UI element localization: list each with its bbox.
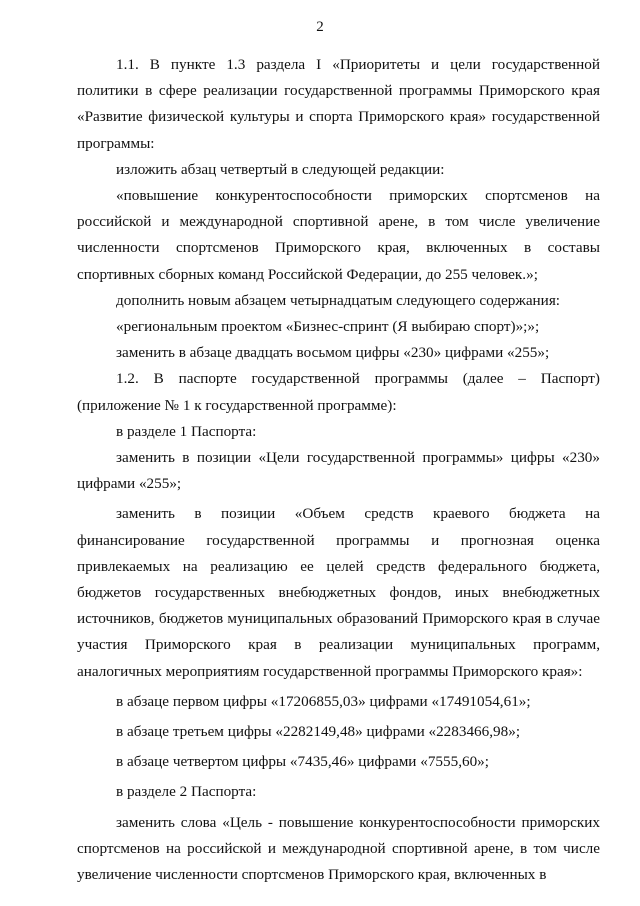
paragraph-regional-project: «региональным проектом «Бизнес-спринт (Я выбираю спорт)»;»; bbox=[116, 318, 540, 336]
paragraph-replace-budget-volume: заменить в позиции «Объем средств краевого бюджета на финансирование государственной программы и прогнозная оценка привлекаемых на реализацию ее целей средств федерального бюджета, бюджетов государственных внебюджетных фондов, иных внебюджетных источников, бюджетов муниципальных образований Приморского края в случае участия Приморского края в реализации муниципальных программ, аналогичных мероприятиям государственной программы Приморского края»: bbox=[77, 505, 600, 680]
paragraph-clause-1-2: 1.2. В паспорте государственной программы (далее – Паспорт) (приложение № 1 к государственной программе): bbox=[77, 370, 600, 414]
page-number: 2 bbox=[316, 19, 324, 35]
paragraph-section-2-passport: в разделе 2 Паспорта: bbox=[116, 783, 257, 801]
document-body bbox=[77, 52, 600, 888]
paragraph-fourth-figures: в абзаце четвертом цифры «7435,46» цифрами «7555,60»; bbox=[116, 753, 489, 771]
paragraph-clause-1-1: 1.1. В пункте 1.3 раздела I «Приоритеты и цели государственной политики в сфере реализации государственной программы Приморского края «Развитие физической культуры и спорта Приморского края» государственной программы: bbox=[77, 56, 600, 152]
paragraph-replace-goal-words: заменить слова «Цель - повышение конкурентоспособности приморских спортсменов на российской и международной спортивной арене, в том числе увеличение численности спортсменов Приморского края, включенных в bbox=[77, 813, 600, 884]
paragraph-replace-goals: заменить в позиции «Цели государственной программы» цифры «230» цифрами «255»; bbox=[77, 449, 600, 493]
paragraph-third-figures: в абзаце третьем цифры «2282149,48» цифрами «2283466,98»; bbox=[116, 723, 521, 741]
paragraph-quoted-goal: «повышение конкурентоспособности приморских спортсменов на российской и международной спортивной арене, в том числе увеличение численности спортсменов Приморского края, включенных в составы спортивных сборных команд Российской Федерации, до 255 человек.»; bbox=[77, 187, 600, 283]
paragraph-first-figures: в абзаце первом цифры «17206855,03» цифрами «17491054,61»; bbox=[116, 692, 531, 710]
paragraph-replace-twenty-eighth: заменить в абзаце двадцать восьмом цифры «230» цифрами «255»; bbox=[116, 344, 550, 362]
paragraph-add-fourteenth: дополнить новым абзацем четырнадцатым следующего содержания: bbox=[116, 291, 561, 309]
paragraph-instruction-paragraph-four: изложить абзац четвертый в следующей редакции: bbox=[116, 160, 445, 178]
paragraph-section-1-passport: в разделе 1 Паспорта: bbox=[116, 422, 257, 440]
